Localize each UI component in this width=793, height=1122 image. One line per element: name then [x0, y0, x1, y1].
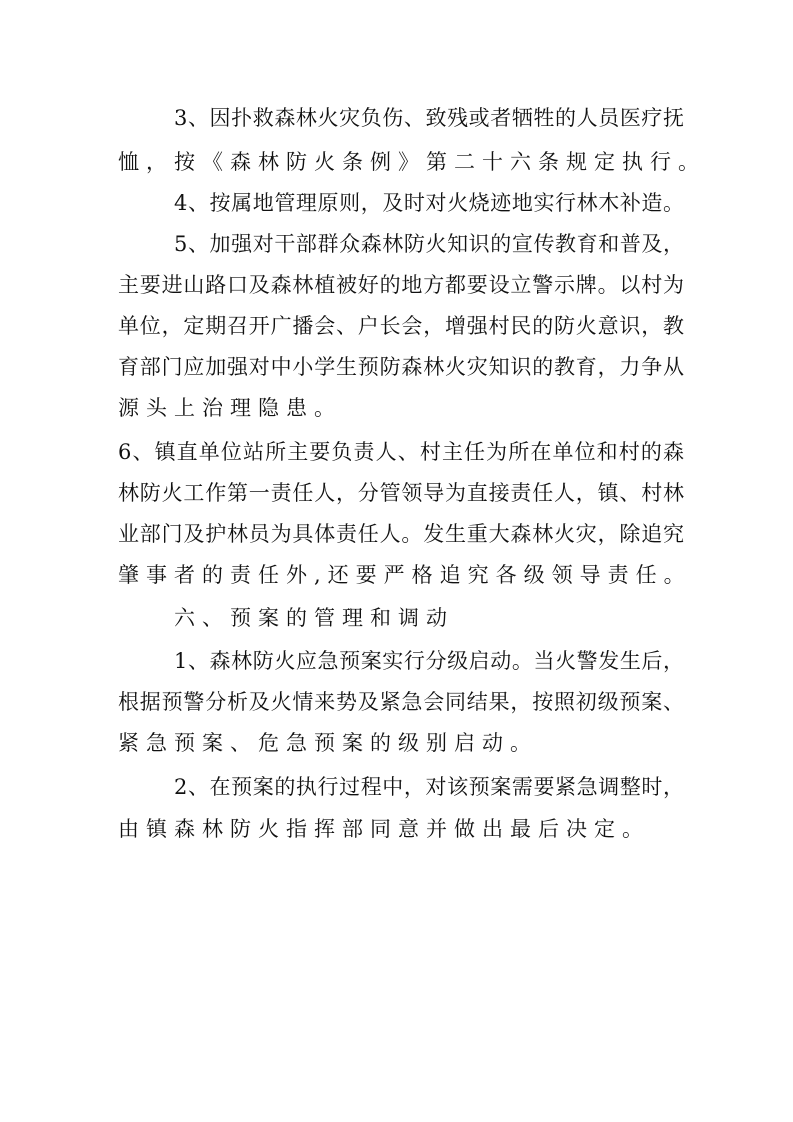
text-line: 2、在预案的执行过程中，对该预案需要紧急调整时，	[174, 775, 684, 799]
text-line: 紧急预案、危急预案的级别启动。	[118, 731, 538, 755]
text-line: 恤，按《森林防火条例》第二十六条规定执行。	[118, 150, 706, 174]
text-line: 主要进山路口及森林植被好的地方都要设立警示牌。以村为	[118, 273, 684, 297]
text-line: 源头上治理隐患。	[118, 396, 342, 420]
text-line: 1、森林防火应急预案实行分级启动。当火警发生后，	[174, 649, 684, 673]
text-line: 6、镇直单位站所主要负责人、村主任为所在单位和村的森	[118, 440, 684, 464]
text-line: 育部门应加强对中小学生预防森林火灾知识的教育，力争从	[118, 355, 684, 379]
text-line: 根据预警分析及火情来势及紧急会同结果，按照初级预案、	[118, 690, 684, 714]
text-line: 4、按属地管理原则，及时对火烧迹地实行林木补造。	[174, 191, 684, 215]
text-line: 3、因扑救森林火灾负伤、致残或者牺牲的人员医疗抚	[174, 106, 684, 130]
text-line: 林防火工作第一责任人，分管领导为直接责任人，镇、村林	[118, 481, 684, 505]
text-line: 单位，定期召开广播会、户长会，增强村民的防火意识，教	[118, 314, 684, 338]
text-line: 由镇森林防火指挥部同意并做出最后决定。	[118, 817, 650, 841]
section-heading: 六、预案的管理和调动	[174, 606, 454, 630]
text-line: 业部门及护林员为具体责任人。发生重大森林火灾，除追究	[118, 522, 684, 546]
text-line: 肇事者的责任外,还要严格追究各级领导责任。	[118, 563, 692, 587]
text-line: 5、加强对干部群众森林防火知识的宣传教育和普及，	[174, 232, 684, 256]
